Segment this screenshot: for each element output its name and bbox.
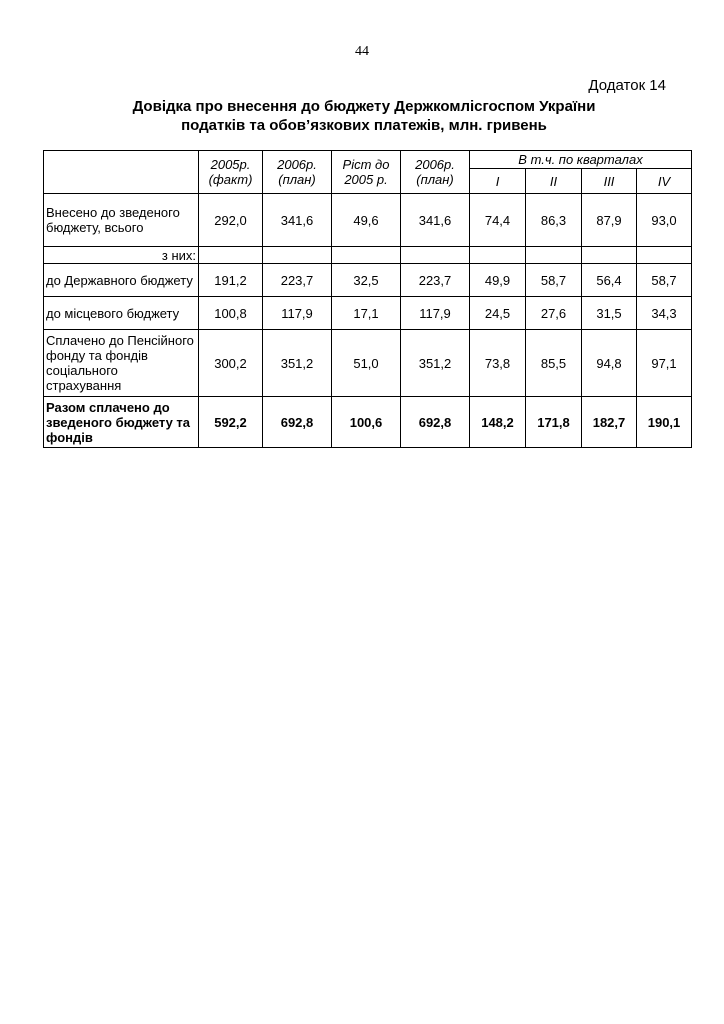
cell: 93,0	[637, 194, 692, 247]
budget-table	[43, 150, 692, 448]
cell: 341,6	[263, 194, 332, 247]
header-2006-plan-2: 2006р. (план)	[401, 151, 470, 194]
row-label: Внесено до зведеного бюджету, всього	[44, 194, 199, 247]
cell: 692,8	[263, 397, 332, 448]
cell: 300,2	[199, 330, 263, 397]
row-label: Разом сплачено до зведеного бюджету та фондів	[44, 397, 199, 448]
cell: 341,6	[401, 194, 470, 247]
cell: 49,9	[470, 264, 526, 297]
row-label: до місцевого бюджету	[44, 297, 199, 330]
cell: 148,2	[470, 397, 526, 448]
header-q4: IV	[637, 169, 692, 194]
row-label: до Державного бюджету	[44, 264, 199, 297]
header-row-1	[44, 151, 692, 169]
row-label: з них:	[44, 247, 199, 264]
cell: 34,3	[637, 297, 692, 330]
annex-label: Додаток 14	[588, 77, 666, 94]
row-label: Сплачено до Пенсійного фонду та фондів соціального страхування	[44, 330, 199, 397]
table-row	[44, 264, 692, 297]
cell: 32,5	[332, 264, 401, 297]
header-q2: II	[526, 169, 582, 194]
page-number: 44	[355, 44, 369, 59]
cell: 31,5	[582, 297, 637, 330]
cell: 51,0	[332, 330, 401, 397]
header-quarters: В т.ч. по кварталах	[470, 151, 692, 169]
table-row	[44, 247, 692, 264]
cell: 87,9	[582, 194, 637, 247]
cell: 17,1	[332, 297, 401, 330]
cell: 182,7	[582, 397, 637, 448]
document-title	[40, 97, 688, 135]
title-line-2: податків та обов’язкових платежів, млн. гривень	[181, 117, 547, 134]
table-row	[44, 194, 692, 247]
cell: 592,2	[199, 397, 263, 448]
cell: 171,8	[526, 397, 582, 448]
cell: 94,8	[582, 330, 637, 397]
cell: 292,0	[199, 194, 263, 247]
cell: 117,9	[401, 297, 470, 330]
cell: 97,1	[637, 330, 692, 397]
cell: 692,8	[401, 397, 470, 448]
cell: 56,4	[582, 264, 637, 297]
header-blank-cell	[44, 151, 199, 194]
cell: 58,7	[526, 264, 582, 297]
cell: 27,6	[526, 297, 582, 330]
cell: 223,7	[401, 264, 470, 297]
header-growth: Ріст до 2005 р.	[332, 151, 401, 194]
table-row-total	[44, 397, 692, 448]
cell: 73,8	[470, 330, 526, 397]
header-2005-fact: 2005р. (факт)	[199, 151, 263, 194]
table-row	[44, 330, 692, 397]
cell: 190,1	[637, 397, 692, 448]
cell: 49,6	[332, 194, 401, 247]
cell: 117,9	[263, 297, 332, 330]
cell: 58,7	[637, 264, 692, 297]
cell: 100,6	[332, 397, 401, 448]
header-q1: I	[470, 169, 526, 194]
header-q3: III	[582, 169, 637, 194]
title-line-1: Довідка про внесення до бюджету Держкомлісгоспом України	[132, 98, 596, 115]
cell: 100,8	[199, 297, 263, 330]
cell: 351,2	[263, 330, 332, 397]
cell: 74,4	[470, 194, 526, 247]
cell: 85,5	[526, 330, 582, 397]
header-2006-plan: 2006р. (план)	[263, 151, 332, 194]
cell: 86,3	[526, 194, 582, 247]
cell: 191,2	[199, 264, 263, 297]
cell: 351,2	[401, 330, 470, 397]
cell: 24,5	[470, 297, 526, 330]
cell: 223,7	[263, 264, 332, 297]
table-row	[44, 297, 692, 330]
